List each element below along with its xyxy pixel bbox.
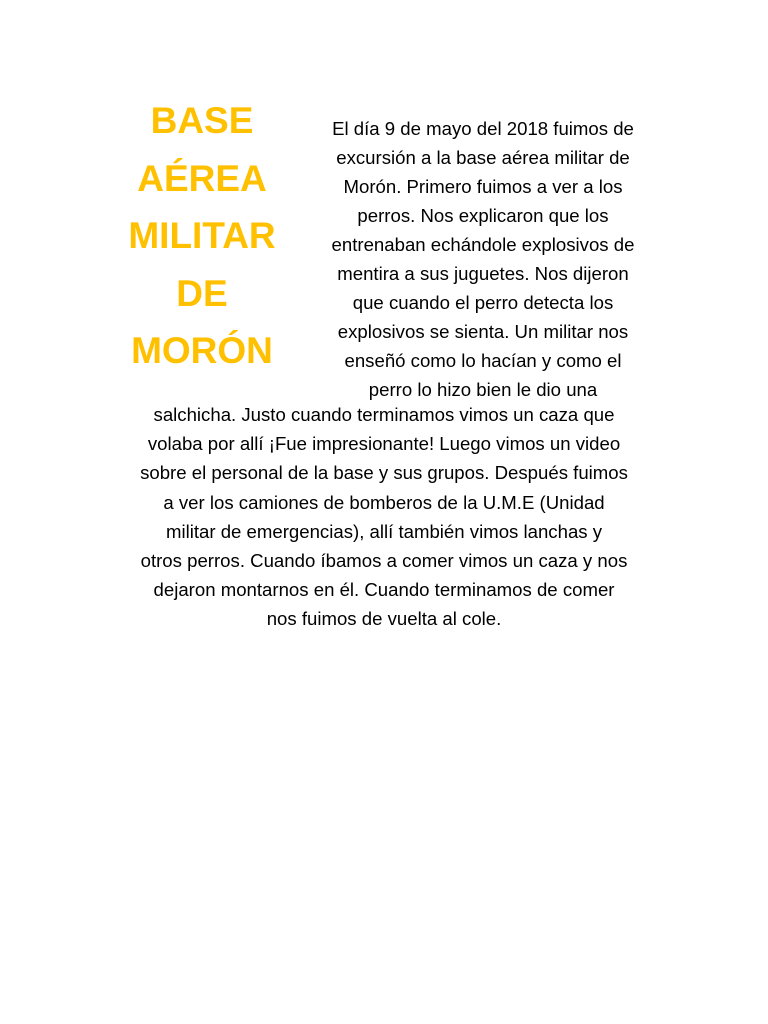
text-line: perros. Nos explicaron que los bbox=[357, 205, 609, 226]
text-line: dejaron montarnos en él. Cuando terminamos de comer bbox=[153, 579, 615, 601]
text-line: enseñó como lo hacían y como el bbox=[344, 350, 622, 371]
text-line: explosivos se sienta. Un militar nos bbox=[337, 321, 629, 342]
body-paragraph bbox=[100, 400, 668, 634]
title-line: MILITAR bbox=[128, 215, 276, 256]
text-line: Morón. Primero fuimos a ver a los bbox=[343, 176, 623, 197]
page-title bbox=[112, 92, 292, 380]
text-line: a ver los camiones de bomberos de la U.M.E (Unidad bbox=[163, 491, 605, 513]
text-line: militar de emergencias), allí también vimos lanchas y bbox=[165, 520, 603, 542]
title-line: AÉREA bbox=[137, 157, 267, 199]
title-line: DE bbox=[176, 272, 228, 314]
text-line: mentira a sus juguetes. Nos dijeron bbox=[337, 263, 629, 284]
text-line: El día 9 de mayo del 2018 fuimos de bbox=[332, 118, 634, 139]
text-line: otros perros. Cuando íbamos a comer vimos un caza y nos bbox=[140, 550, 628, 572]
text-line: nos fuimos de vuelta al cole. bbox=[266, 608, 502, 630]
title-line: MORÓN bbox=[131, 330, 273, 371]
text-line: volaba por allí ¡Fue impresionante! Luego vimos un video bbox=[147, 433, 621, 455]
text-line: entrenaban echándole explosivos de bbox=[331, 234, 635, 255]
text-line: sobre el personal de la base y sus grupos. Después fuimos bbox=[140, 462, 628, 484]
title-line: BASE bbox=[150, 100, 254, 141]
text-line: que cuando el perro detecta los bbox=[352, 292, 614, 313]
text-line: perro lo hizo bien le dio una bbox=[368, 379, 598, 400]
text-line: excursión a la base aérea militar de bbox=[336, 147, 630, 168]
text-line: salchicha. Justo cuando terminamos vimos un caza que bbox=[153, 404, 615, 425]
intro-paragraph bbox=[300, 114, 666, 404]
